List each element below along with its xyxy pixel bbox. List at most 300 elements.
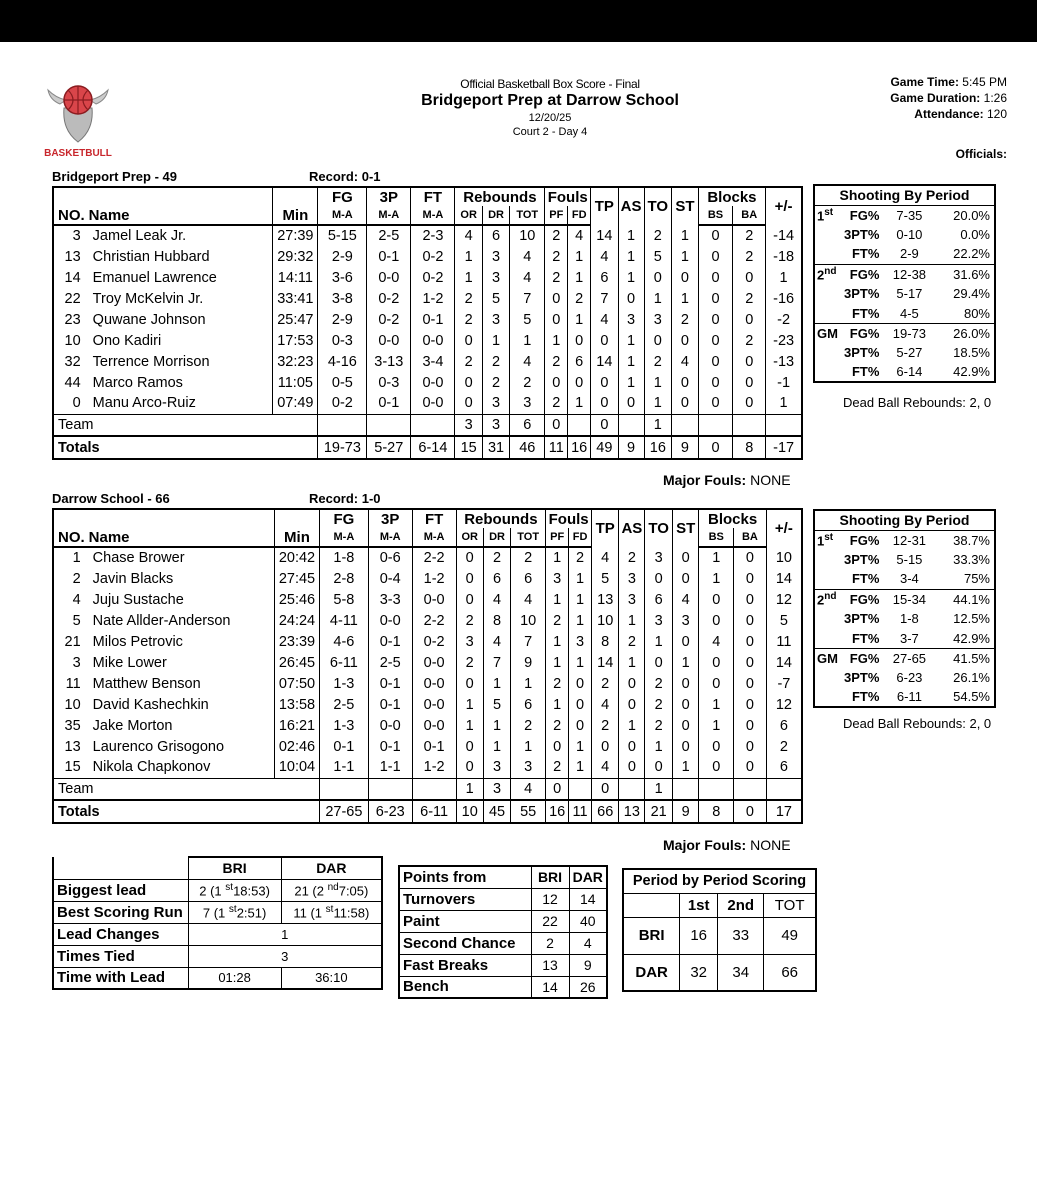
total-as: 13 xyxy=(619,800,645,823)
shooting-period-spacer xyxy=(814,569,842,589)
stat-dr: 6 xyxy=(483,568,510,589)
col-no-label: NO. xyxy=(53,528,87,547)
stat-pm: 6 xyxy=(766,757,802,778)
stat-tp3: 0-1 xyxy=(368,694,412,715)
stat-fg: 6-11 xyxy=(320,652,369,673)
player-name: Nikola Chapkonov xyxy=(87,757,275,778)
major-fouls-label: Major Fouls: xyxy=(663,472,747,488)
total-tot: 46 xyxy=(510,436,545,459)
stat-dr: 3 xyxy=(483,757,510,778)
stat-bs: 0 xyxy=(698,288,733,309)
team-pm xyxy=(766,414,802,436)
shooting-row xyxy=(814,589,995,609)
stat-to: 2 xyxy=(644,351,672,372)
stat-fg: 5-15 xyxy=(318,225,367,246)
shooting-stat-label: FG% xyxy=(842,589,881,609)
summary-row xyxy=(53,879,382,901)
shooting-percent: 80% xyxy=(963,305,990,321)
stat-tp: 0 xyxy=(591,372,618,393)
stat-fd: 1 xyxy=(569,757,592,778)
shooting-by-period-table xyxy=(813,509,996,708)
period-col-1st: 1st xyxy=(680,893,718,917)
player-min: 29:32 xyxy=(273,246,318,267)
col-name-label: Name xyxy=(87,528,275,547)
stat-st: 0 xyxy=(672,330,699,351)
stat-st: 0 xyxy=(672,736,699,757)
player-number: 0 xyxy=(53,393,87,414)
stat-as: 0 xyxy=(618,393,644,414)
period-scoring-row xyxy=(623,917,816,954)
player-name: Matthew Benson xyxy=(87,673,275,694)
shooting-stat-label: FG% xyxy=(849,207,880,223)
shooting-stat-label: FG% xyxy=(842,264,881,284)
points-from-row xyxy=(399,888,607,910)
stat-tot: 4 xyxy=(510,246,545,267)
stat-as: 3 xyxy=(619,568,645,589)
summary-value: 1 xyxy=(188,923,382,945)
player-number: 2 xyxy=(53,568,87,589)
stat-ba: 0 xyxy=(734,631,767,652)
stat-pm: 11 xyxy=(766,631,802,652)
col-no-spacer xyxy=(53,187,273,206)
stat-dr: 3 xyxy=(482,267,509,288)
shooting-made-attempted: 4-5 xyxy=(900,305,919,321)
stat-fg: 0-2 xyxy=(318,393,367,414)
shooting-row xyxy=(814,264,995,284)
stat-pm: -16 xyxy=(766,288,802,309)
points-from-bri: 2 xyxy=(531,932,569,954)
summary-team-bri: BRI xyxy=(188,857,281,879)
stat-ba: 0 xyxy=(734,547,767,568)
summary-label: Times Tied xyxy=(53,945,188,967)
major-fouls xyxy=(663,472,791,488)
stat-ba: 0 xyxy=(733,372,766,393)
box-score-table xyxy=(52,186,803,460)
player-min: 16:21 xyxy=(274,715,319,736)
shooting-row xyxy=(814,530,995,550)
team-record: Record: 1-0 xyxy=(309,491,381,506)
team-fd xyxy=(569,778,592,800)
player-min: 24:24 xyxy=(274,610,319,631)
player-name: Manu Arco-Ruiz xyxy=(87,393,273,414)
team-as xyxy=(618,414,644,436)
player-min: 32:23 xyxy=(273,351,318,372)
player-min: 27:39 xyxy=(273,225,318,246)
stat-tp: 0 xyxy=(591,393,618,414)
total-fg: 19-73 xyxy=(318,436,367,459)
shooting-row xyxy=(814,648,995,668)
player-name: Jake Morton xyxy=(87,715,275,736)
col-ft-ma: M-A xyxy=(412,528,456,547)
col-ft: FT xyxy=(412,509,456,528)
stat-ft: 0-0 xyxy=(412,673,456,694)
team-tp3 xyxy=(367,414,411,436)
stat-dr: 1 xyxy=(483,673,510,694)
col-as: AS xyxy=(618,187,644,225)
points-from-label: Paint xyxy=(399,910,531,932)
report-header xyxy=(350,77,750,138)
report-title: Bridgeport Prep at Darrow School xyxy=(421,92,679,109)
stat-pm: 5 xyxy=(766,610,802,631)
player-number: 32 xyxy=(53,351,87,372)
stat-st: 0 xyxy=(672,673,699,694)
player-name: Jamel Leak Jr. xyxy=(87,225,273,246)
col-dr: DR xyxy=(483,528,510,547)
stat-dr: 3 xyxy=(482,309,509,330)
stat-as: 3 xyxy=(619,589,645,610)
stat-as: 1 xyxy=(619,715,645,736)
stat-fg: 4-16 xyxy=(318,351,367,372)
total-pm: -17 xyxy=(766,436,802,459)
points-from-bri: 13 xyxy=(531,954,569,976)
shooting-stat-label: FG% xyxy=(842,323,881,343)
basketbull-logo xyxy=(42,78,114,160)
summary-value-dar: 36:10 xyxy=(281,967,382,989)
major-fouls xyxy=(663,837,791,853)
shooting-period-spacer xyxy=(814,244,842,264)
period-scoring-team: BRI xyxy=(623,917,680,954)
player-number: 23 xyxy=(53,309,87,330)
player-min: 07:49 xyxy=(273,393,318,414)
player-number: 13 xyxy=(53,246,87,267)
stat-tot: 9 xyxy=(511,652,546,673)
stat-dr: 3 xyxy=(482,246,509,267)
col-ba: BA xyxy=(734,528,767,547)
stat-pm: 14 xyxy=(766,652,802,673)
stat-pf: 2 xyxy=(545,351,568,372)
stat-tp3: 0-1 xyxy=(367,393,411,414)
stat-fg: 1-1 xyxy=(320,757,369,778)
stat-to: 2 xyxy=(645,715,673,736)
stat-ba: 2 xyxy=(733,288,766,309)
summary-header xyxy=(53,857,382,879)
major-fouls-label: Major Fouls: xyxy=(663,837,747,853)
points-from-dar: 40 xyxy=(569,910,607,932)
team-bs xyxy=(699,778,734,800)
player-row xyxy=(53,631,802,652)
team-pm xyxy=(766,778,802,800)
stat-fg: 0-1 xyxy=(320,736,369,757)
team-pf: 0 xyxy=(545,414,568,436)
shooting-percent: 26.0% xyxy=(937,323,995,343)
points-from-row xyxy=(399,910,607,932)
shooting-period: 1st xyxy=(817,531,834,549)
shooting-row xyxy=(814,688,995,708)
stat-bs: 0 xyxy=(699,736,734,757)
shooting-period-spacer xyxy=(814,363,842,383)
team-record: Record: 0-1 xyxy=(309,169,381,184)
col-ba: BA xyxy=(733,206,766,225)
shooting-percent: 38.7% xyxy=(953,532,990,548)
stat-pm: 12 xyxy=(766,589,802,610)
stat-fd: 3 xyxy=(569,631,592,652)
stat-fd: 1 xyxy=(569,568,592,589)
stat-bs: 1 xyxy=(699,694,734,715)
player-number: 15 xyxy=(53,757,87,778)
stat-st: 3 xyxy=(672,610,699,631)
stat-pm: -18 xyxy=(766,246,802,267)
stat-or: 2 xyxy=(455,288,482,309)
shooting-row xyxy=(814,225,995,245)
stat-dr: 6 xyxy=(482,225,509,246)
stat-pf: 2 xyxy=(545,393,568,414)
stat-tot: 1 xyxy=(510,330,545,351)
stat-bs: 0 xyxy=(699,652,734,673)
player-number: 14 xyxy=(53,267,87,288)
team-dr: 3 xyxy=(482,414,509,436)
summary-label: Lead Changes xyxy=(53,923,188,945)
shooting-percent: 12.5% xyxy=(953,611,990,627)
stat-fd: 1 xyxy=(569,610,592,631)
stat-ba: 0 xyxy=(734,568,767,589)
col-or: OR xyxy=(455,206,482,225)
stat-as: 2 xyxy=(619,547,645,568)
stat-to: 0 xyxy=(645,652,673,673)
col-fouls: Fouls xyxy=(546,509,592,528)
stat-fg: 2-9 xyxy=(318,246,367,267)
stat-tot: 2 xyxy=(510,372,545,393)
attendance: 120 xyxy=(986,107,1007,121)
stat-tp3: 0-0 xyxy=(367,267,411,288)
stat-dr: 1 xyxy=(483,736,510,757)
stat-tot: 4 xyxy=(511,589,546,610)
player-min: 11:05 xyxy=(273,372,318,393)
shooting-made-attempted: 19-73 xyxy=(881,323,937,343)
officials-label: Officials: xyxy=(955,147,1007,161)
stat-or: 0 xyxy=(455,393,482,414)
col-bs: BS xyxy=(699,528,734,547)
col-or: OR xyxy=(456,528,483,547)
shooting-period-spacer xyxy=(814,628,842,648)
col-pf: PF xyxy=(546,528,569,547)
shooting-stat-label: FT% xyxy=(851,571,880,587)
shooting-stat-label: 3PT% xyxy=(844,552,880,568)
period-scoring-2nd: 33 xyxy=(718,917,764,954)
col-fd: FD xyxy=(568,206,591,225)
stat-as: 0 xyxy=(619,673,645,694)
stat-st: 0 xyxy=(672,694,699,715)
stat-bs: 0 xyxy=(698,393,733,414)
stat-ba: 0 xyxy=(734,757,767,778)
total-tp3: 6-23 xyxy=(368,800,412,823)
game-summary-table xyxy=(52,856,383,990)
col-as: AS xyxy=(619,509,645,547)
game-location: Court 2 - Day 4 xyxy=(512,126,588,138)
stat-tp3: 2-5 xyxy=(368,652,412,673)
stat-fg: 4-11 xyxy=(320,610,369,631)
stat-tp: 7 xyxy=(591,288,618,309)
total-fd: 16 xyxy=(568,436,591,459)
stat-or: 0 xyxy=(456,568,483,589)
stat-ft: 0-2 xyxy=(411,267,455,288)
team-tot: 4 xyxy=(511,778,546,800)
game-time-label: Game Time: xyxy=(890,75,959,89)
shooting-row xyxy=(814,343,995,363)
stat-fg: 3-8 xyxy=(318,288,367,309)
shooting-made-attempted: 5-15 xyxy=(896,552,923,568)
total-tot: 55 xyxy=(511,800,546,823)
summary-row xyxy=(53,967,382,989)
stat-to: 0 xyxy=(644,267,672,288)
shooting-made-attempted: 6-11 xyxy=(896,689,922,705)
shooting-percent: 20.0% xyxy=(953,207,990,223)
stat-dr: 1 xyxy=(483,715,510,736)
team-to: 1 xyxy=(644,414,672,436)
summary-team-dar: DAR xyxy=(281,857,382,879)
stat-tp3: 0-1 xyxy=(368,736,412,757)
stat-fd: 2 xyxy=(569,547,592,568)
period-scoring-1st: 16 xyxy=(680,917,718,954)
stat-as: 1 xyxy=(619,652,645,673)
stat-tot: 3 xyxy=(511,757,546,778)
shooting-made-attempted: 0-10 xyxy=(896,227,923,243)
team-ft xyxy=(411,414,455,436)
player-name: Ono Kadiri xyxy=(87,330,273,351)
points-from-team: DAR xyxy=(569,866,607,888)
stat-fd: 1 xyxy=(568,393,591,414)
player-number: 11 xyxy=(53,673,87,694)
stat-tp3: 2-5 xyxy=(367,225,411,246)
team-header xyxy=(52,169,381,184)
stat-ft: 2-2 xyxy=(412,547,456,568)
player-name: Christian Hubbard xyxy=(87,246,273,267)
stat-or: 0 xyxy=(456,547,483,568)
team-tp: 0 xyxy=(592,778,619,800)
stat-tp3: 0-3 xyxy=(367,372,411,393)
stat-as: 1 xyxy=(618,246,644,267)
period-scoring-header xyxy=(623,893,816,917)
stat-fg: 4-6 xyxy=(320,631,369,652)
stat-or: 1 xyxy=(455,246,482,267)
stat-st: 1 xyxy=(672,225,699,246)
summary-label: Biggest lead xyxy=(53,879,188,901)
logo-text: BASKETBULL xyxy=(44,148,112,159)
shooting-percent: 41.5% xyxy=(937,648,995,668)
stat-to: 1 xyxy=(644,393,672,414)
player-name: Quwane Johnson xyxy=(87,309,273,330)
stat-tot: 4 xyxy=(510,351,545,372)
stat-fd: 0 xyxy=(569,694,592,715)
stat-pf: 3 xyxy=(546,568,569,589)
col-ft: FT xyxy=(411,187,455,206)
stat-ft: 3-4 xyxy=(411,351,455,372)
shooting-period: 2nd xyxy=(814,264,842,284)
points-from-dar: 9 xyxy=(569,954,607,976)
stat-st: 0 xyxy=(672,267,699,288)
stat-fg: 2-5 xyxy=(320,694,369,715)
stat-fg: 1-3 xyxy=(320,673,369,694)
col-no-label: NO. xyxy=(53,206,87,225)
points-from-team: BRI xyxy=(531,866,569,888)
stat-tp3: 0-0 xyxy=(368,610,412,631)
player-name: Chase Brower xyxy=(87,547,275,568)
player-min: 10:04 xyxy=(274,757,319,778)
stat-st: 0 xyxy=(672,715,699,736)
shooting-row xyxy=(814,323,995,343)
player-row xyxy=(53,372,802,393)
shooting-period-spacer xyxy=(814,668,842,688)
stat-pf: 2 xyxy=(546,610,569,631)
shooting-made-attempted: 3-4 xyxy=(900,571,919,587)
stat-pf: 2 xyxy=(545,246,568,267)
stat-tp3: 0-1 xyxy=(368,673,412,694)
points-from-label: Second Chance xyxy=(399,932,531,954)
stat-bs: 0 xyxy=(698,267,733,288)
summary-value-dar: 11 (1 $^{st}$11:58) xyxy=(281,901,382,923)
duration-label: Game Duration: xyxy=(890,91,981,105)
summary-value: 3 xyxy=(188,945,382,967)
stat-or: 0 xyxy=(456,757,483,778)
stat-tp3: 1-1 xyxy=(368,757,412,778)
summary-label: Time with Lead xyxy=(53,967,188,989)
totals-label: Totals xyxy=(53,436,318,459)
col-min-label: Min xyxy=(273,206,318,225)
shooting-by-period-title: Shooting By Period xyxy=(814,185,995,205)
player-min: 14:11 xyxy=(273,267,318,288)
stat-pf: 2 xyxy=(546,673,569,694)
points-from-dar: 4 xyxy=(569,932,607,954)
stat-tp3: 0-2 xyxy=(367,288,411,309)
stat-tp3: 0-0 xyxy=(368,715,412,736)
shooting-stat-label: 3PT% xyxy=(844,670,880,686)
stat-ba: 0 xyxy=(733,309,766,330)
stat-dr: 2 xyxy=(482,351,509,372)
stat-pf: 1 xyxy=(546,589,569,610)
stat-tp: 2 xyxy=(592,673,619,694)
total-tp: 66 xyxy=(592,800,619,823)
stat-st: 1 xyxy=(672,652,699,673)
total-st: 9 xyxy=(672,436,699,459)
stat-pm: 1 xyxy=(766,393,802,414)
stat-fd: 0 xyxy=(568,330,591,351)
stat-fd: 4 xyxy=(568,225,591,246)
stat-bs: 1 xyxy=(699,568,734,589)
player-row xyxy=(53,225,802,246)
col-fg: FG xyxy=(318,187,367,206)
stat-ft: 0-0 xyxy=(411,372,455,393)
total-as: 9 xyxy=(618,436,644,459)
stat-ft: 0-0 xyxy=(411,330,455,351)
summary-row xyxy=(53,901,382,923)
stat-st: 1 xyxy=(672,288,699,309)
shooting-row xyxy=(814,609,995,629)
total-fg: 27-65 xyxy=(320,800,369,823)
stat-ft: 0-0 xyxy=(412,652,456,673)
stat-to: 1 xyxy=(645,736,673,757)
stat-as: 0 xyxy=(619,736,645,757)
col-st: ST xyxy=(672,187,699,225)
stat-bs: 1 xyxy=(699,715,734,736)
player-name: Emanuel Lawrence xyxy=(87,267,273,288)
stat-ft: 1-2 xyxy=(411,288,455,309)
stat-ft: 0-1 xyxy=(412,736,456,757)
stat-as: 0 xyxy=(618,288,644,309)
stat-to: 1 xyxy=(644,372,672,393)
stat-pm: -13 xyxy=(766,351,802,372)
player-row xyxy=(53,393,802,414)
summary-value-bri: 2 (1 $^{st}$18:53) xyxy=(188,879,281,901)
shooting-made-attempted: 5-27 xyxy=(896,345,923,361)
stat-ba: 0 xyxy=(734,589,767,610)
stat-fd: 1 xyxy=(569,652,592,673)
stat-or: 2 xyxy=(456,610,483,631)
col-min-label: Min xyxy=(274,528,319,547)
player-row xyxy=(53,351,802,372)
stat-pm: 6 xyxy=(766,715,802,736)
stat-tot: 7 xyxy=(511,631,546,652)
player-row xyxy=(53,610,802,631)
stat-tp: 2 xyxy=(592,715,619,736)
